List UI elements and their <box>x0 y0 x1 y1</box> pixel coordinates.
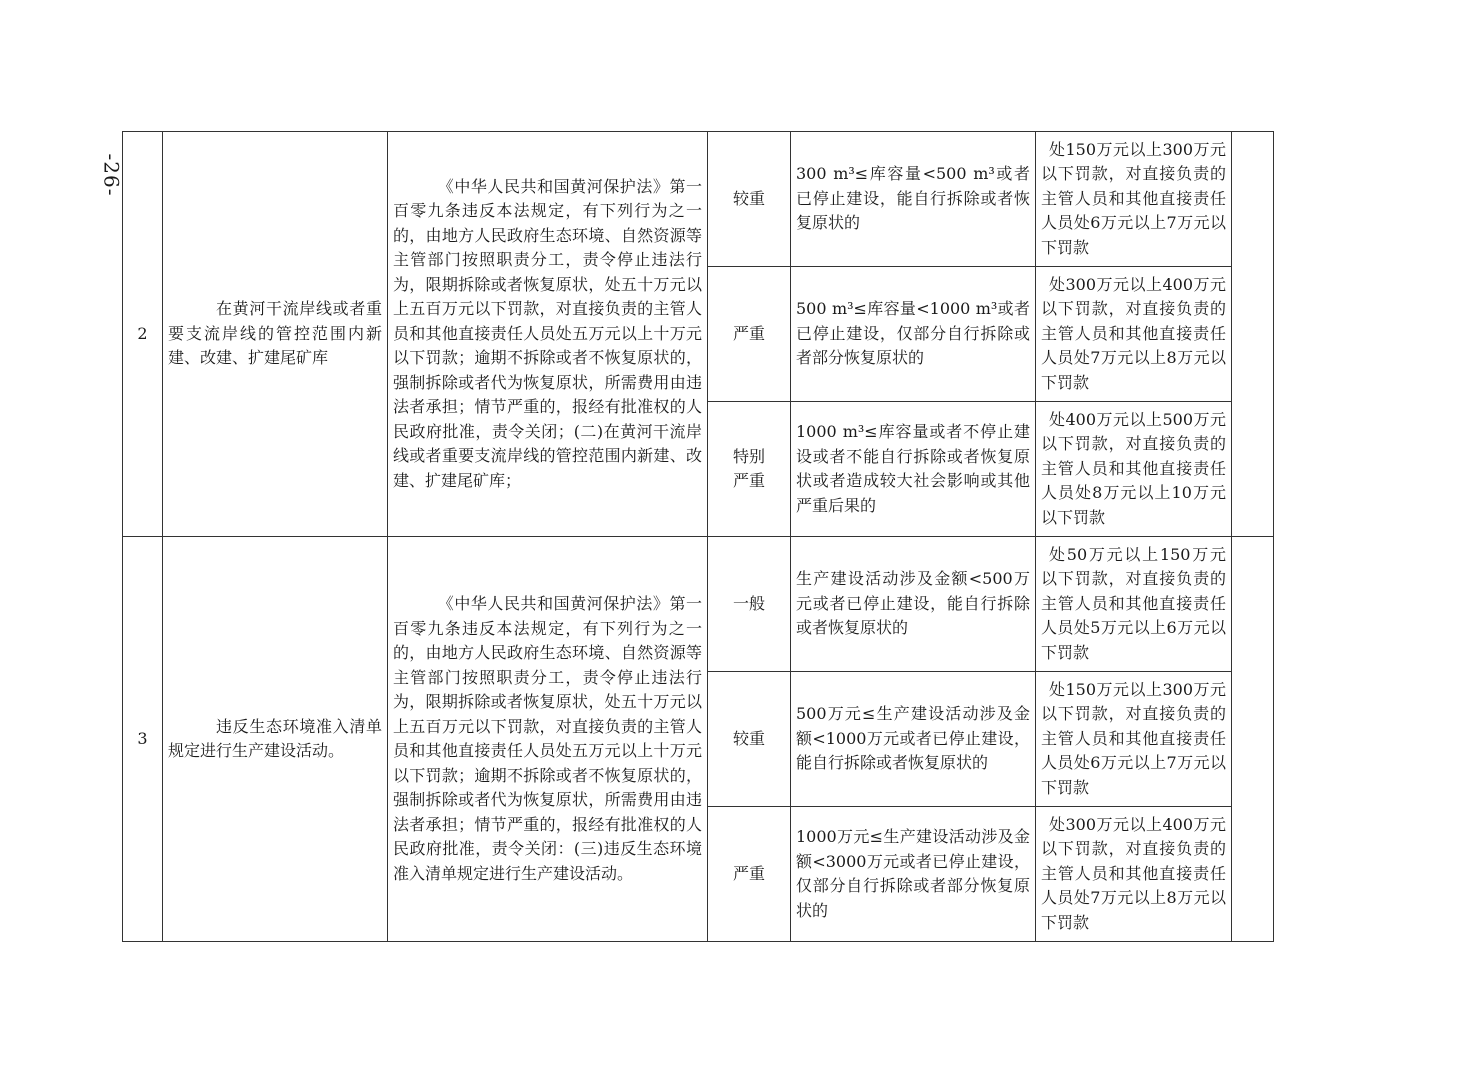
severity-level-cell <box>708 807 791 942</box>
legal-basis-cell <box>388 537 708 942</box>
circumstance: 300 m³≤库容量<500 m³或者已停止建设，能自行拆除或者恢复原状的 <box>796 164 1030 233</box>
row-number: 3 <box>137 728 148 748</box>
violation-act-cell <box>163 132 388 537</box>
circumstance: 500 m³≤库容量<1000 m³或者已停止建设，仅部分自行拆除或者部分恢复原状的 <box>796 299 1030 368</box>
severity-level-cell <box>708 267 791 402</box>
severity-level-cell <box>708 132 791 267</box>
circumstance: 500万元≤生产建设活动涉及金额<1000万元或者已停止建设，能自行拆除或者恢复原状的 <box>796 704 1030 773</box>
severity-level: 较重 <box>732 188 765 208</box>
remarks-cell <box>1232 537 1274 942</box>
table-row <box>123 537 1274 672</box>
page-number-text: -26- <box>99 153 123 197</box>
circumstance-cell <box>791 672 1036 807</box>
severity-level-cell <box>708 402 791 537</box>
remarks-cell <box>1232 132 1274 537</box>
penalty: 处50万元以上150万元以下罚款，对直接负责的主管人员和其他直接责任人员处5万元以上6万元以下罚款 <box>1041 544 1226 662</box>
severity-level-cell <box>708 537 791 672</box>
row-number-cell <box>123 537 163 942</box>
circumstance-cell <box>791 267 1036 402</box>
severity-level: 较重 <box>732 728 765 748</box>
penalty-cell <box>1036 807 1232 942</box>
violation-act-cell <box>163 537 388 942</box>
penalty-cell <box>1036 537 1232 672</box>
penalty: 处150万元以上300万元以下罚款，对直接负责的主管人员和其他直接责任人员处6万元以上7万元以下罚款 <box>1041 679 1226 797</box>
penalty-cell <box>1036 672 1232 807</box>
penalty-standards-table <box>122 131 1274 942</box>
penalty: 处400万元以上500万元以下罚款，对直接负责的主管人员和其他直接责任人员处8万元以上10万元以下罚款 <box>1041 409 1226 527</box>
circumstance-cell <box>791 807 1036 942</box>
penalty: 处300万元以上400万元以下罚款，对直接负责的主管人员和其他直接责任人员处7万元以上8万元以下罚款 <box>1041 814 1226 932</box>
circumstance-cell <box>791 537 1036 672</box>
severity-level: 一般 <box>732 593 765 613</box>
penalty: 处150万元以上300万元以下罚款，对直接负责的主管人员和其他直接责任人员处6万元以上7万元以下罚款 <box>1041 139 1226 257</box>
severity-level-cell <box>708 672 791 807</box>
severity-level: 特别严重 <box>732 446 765 490</box>
row-number: 2 <box>137 323 148 343</box>
legal-basis: 《中华人民共和国黄河保护法》第一百零九条违反本法规定，有下列行为之一的，由地方人民政府生态环境、自然资源等主管部门按照职责分工，责令停止违法行为，限期拆除或者恢复原状，处五十万元以上五百万元以下罚款，对直接负责的主管人员和其他直接责任人员处五万元以上十万元以下罚款；逾期不拆除或者不恢复原状的，强制拆除或者代为恢复原状，所需费用由违法者承担；情节严重的，报经有批准权的人民政府批准，责令关闭：(三)违反生态环境准入清单规定进行生产建设活动。 <box>393 594 702 883</box>
circumstance-cell <box>791 132 1036 267</box>
penalty-cell <box>1036 402 1232 537</box>
circumstance: 1000 m³≤库容量或者不停止建设或者不能自行拆除或者恢复原状或者造成较大社会影响或其他严重后果的 <box>796 422 1030 515</box>
violation-act: 违反生态环境准入清单规定进行生产建设活动。 <box>168 716 382 760</box>
severity-level: 严重 <box>732 323 765 343</box>
table-row <box>123 132 1274 267</box>
row-number-cell <box>123 132 163 537</box>
circumstance: 1000万元≤生产建设活动涉及金额<3000万元或者已停止建设，仅部分自行拆除或者部分恢复原状的 <box>796 827 1030 920</box>
penalty: 处300万元以上400万元以下罚款，对直接负责的主管人员和其他直接责任人员处7万元以上8万元以下罚款 <box>1041 274 1226 392</box>
penalty-cell <box>1036 132 1232 267</box>
severity-level: 严重 <box>732 863 765 883</box>
violation-act: 在黄河干流岸线或者重要支流岸线的管控范围内新建、改建、扩建尾矿库 <box>168 299 382 368</box>
circumstance: 生产建设活动涉及金额<500万元或者已停止建设，能自行拆除或者恢复原状的 <box>796 569 1030 638</box>
penalty-cell <box>1036 267 1232 402</box>
legal-basis-cell <box>388 132 708 537</box>
legal-basis: 《中华人民共和国黄河保护法》第一百零九条违反本法规定，有下列行为之一的，由地方人民政府生态环境、自然资源等主管部门按照职责分工，责令停止违法行为，限期拆除或者恢复原状，处五十万元以上五百万元以下罚款，对直接负责的主管人员和其他直接责任人员处五万元以上十万元以下罚款；逾期不拆除或者不恢复原状的，强制拆除或者代为恢复原状，所需费用由违法者承担；情节严重的，报经有批准权的人民政府批准，责令关闭；(二)在黄河干流岸线或者重要支流岸线的管控范围内新建、改建、扩建尾矿库； <box>393 176 702 490</box>
circumstance-cell <box>791 402 1036 537</box>
